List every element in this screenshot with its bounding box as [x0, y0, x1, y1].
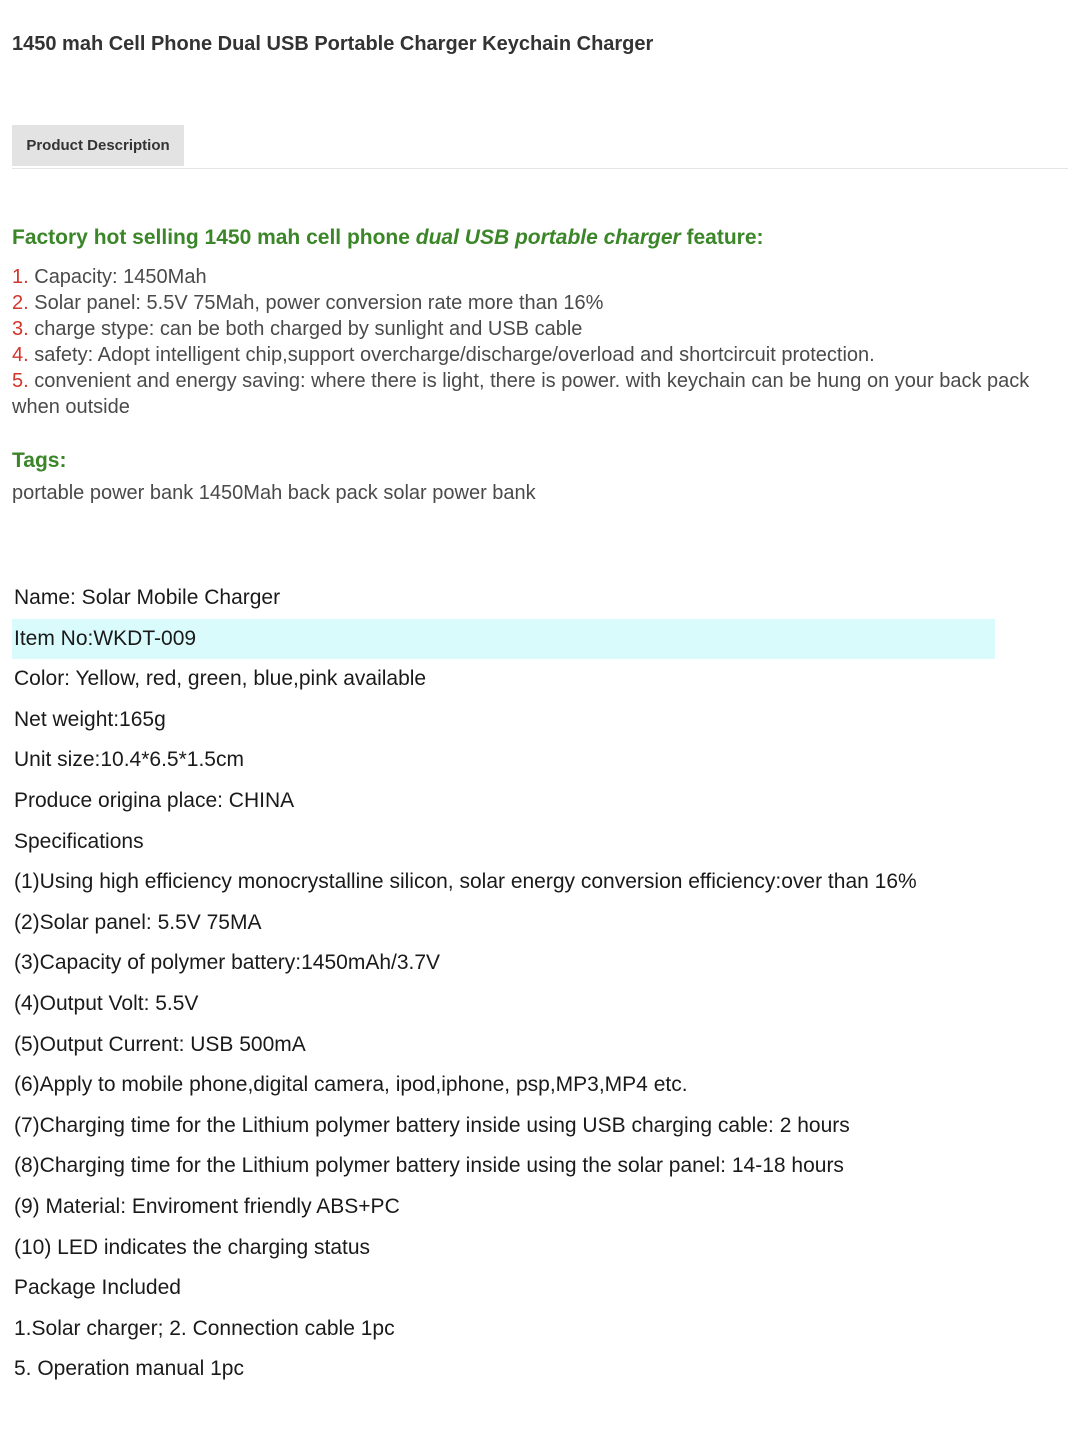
- spec-line: (9) Material: Enviroment friendly ABS+PC: [14, 1194, 400, 1218]
- spec-line: (4)Output Volt: 5.5V: [14, 991, 199, 1015]
- feature-item: [12, 316, 1068, 342]
- spec-line-origin: Produce origina place: CHINA: [14, 788, 295, 812]
- spec-line: (2)Solar panel: 5.5V 75MA: [14, 910, 262, 934]
- feature-heading-prefix: Factory hot selling 1450 mah cell phone: [12, 226, 416, 249]
- feature-item: [12, 368, 1068, 420]
- package-item: 5. Operation manual 1pc: [14, 1357, 244, 1381]
- feature-text: convenient and energy saving: where there is light, there is power. with keychain can be hung on your back pack when outside: [12, 370, 1030, 418]
- feature-number: 4.: [12, 344, 29, 366]
- spec-line: (1)Using high efficiency monocrystalline silicon, solar energy conversion efficiency:over than 16%: [14, 870, 917, 894]
- spec-line: (6)Apply to mobile phone,digital camera, ipod,iphone, psp,MP3,MP4 etc.: [14, 1073, 688, 1097]
- spec-heading-package: Package Included: [14, 1276, 181, 1300]
- spec-line: (10) LED indicates the charging status: [14, 1235, 371, 1259]
- feature-text: Capacity: 1450Mah: [28, 266, 207, 288]
- feature-item: [12, 290, 1068, 316]
- feature-item: [12, 342, 1068, 368]
- spec-line: (7)Charging time for the Lithium polymer battery inside using USB charging cable: 2 hours: [14, 1113, 850, 1137]
- feature-list: [12, 264, 1068, 420]
- feature-heading: [12, 226, 764, 250]
- spec-heading-specifications: Specifications: [14, 829, 144, 853]
- spec-line-item-no: Item No:WKDT-009: [12, 619, 995, 660]
- tags-label: Tags:: [12, 449, 67, 472]
- feature-text: safety: Adopt intelligent chip,support overcharge/discharge/overload and shortcircuit protection.: [28, 344, 875, 366]
- spec-line: (3)Capacity of polymer battery:1450mAh/3.7V: [14, 951, 441, 975]
- spec-line: (8)Charging time for the Lithium polymer battery inside using the solar panel: 14-18 hours: [14, 1154, 844, 1178]
- feature-text: charge stype: can be both charged by sunlight and USB cable: [28, 318, 583, 340]
- tab-product-description[interactable]: Product Description: [12, 125, 184, 166]
- spec-line-unit-size: Unit size:10.4*6.5*1.5cm: [14, 748, 244, 772]
- feature-number: 3.: [12, 318, 29, 340]
- feature-item: [12, 264, 1068, 290]
- product-title: 1450 mah Cell Phone Dual USB Portable Charger Keychain Charger: [12, 33, 654, 55]
- feature-number: 2.: [12, 292, 29, 314]
- spec-line-color: Color: Yellow, red, green, blue,pink available: [14, 667, 427, 691]
- feature-number: 5.: [12, 370, 29, 392]
- tags-text: portable power bank 1450Mah back pack solar power bank: [12, 482, 536, 504]
- feature-heading-emphasis: dual USB portable charger: [415, 226, 681, 249]
- spec-line-name: Name: Solar Mobile Charger: [14, 586, 281, 609]
- spec-line: (5)Output Current: USB 500mA: [14, 1032, 306, 1056]
- package-item: 1.Solar charger; 2. Connection cable 1pc: [14, 1316, 395, 1340]
- feature-heading-suffix: feature:: [680, 226, 764, 249]
- spec-list: [12, 578, 1068, 1390]
- feature-number: 1.: [12, 266, 29, 288]
- feature-text: Solar panel: 5.5V 75Mah, power conversion rate more than 16%: [28, 292, 604, 314]
- spec-line-net-weight: Net weight:165g: [14, 707, 166, 731]
- tab-divider: [12, 168, 1068, 169]
